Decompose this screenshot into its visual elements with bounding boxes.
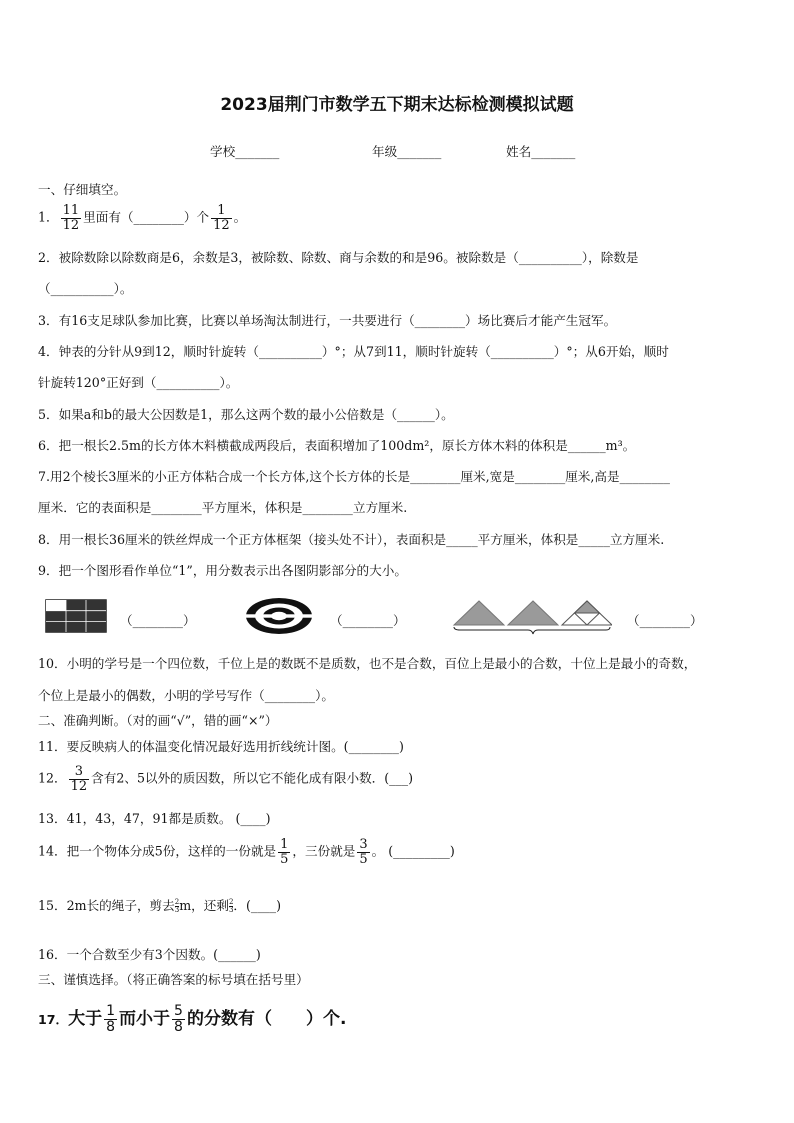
grid-cell-shaded [86, 621, 106, 632]
q15-fraction-a: $\frac{2}{3}$ [174, 898, 180, 914]
question-3: 3．有16支足球队参加比赛，比赛以单场淘汰制进行，一共要进行（________）场比赛后才能产生冠军。 [38, 313, 617, 328]
q1-fraction-a: $\frac{11}{12}$ [62, 203, 80, 233]
question-9: 9．把一个图形看作单位“1”，用分数表示出各图阴影部分的大小。 [38, 563, 407, 578]
question-11: 11．要反映病人的体温变化情况最好选用折线统计图。(________) [38, 739, 404, 754]
grid-cell-shaded [86, 600, 106, 611]
question-16: 16．一个合数至少有3个因数。(______) [38, 947, 261, 962]
q14-fraction-b: $\frac{3}{5}$ [359, 837, 368, 867]
question-12 [38, 765, 413, 793]
q9-blank-1[interactable]: （________） [120, 613, 196, 628]
q9-triangles-figure [452, 598, 612, 636]
school-field[interactable]: 学校_______ [210, 144, 280, 159]
triangle-2 [508, 601, 558, 625]
q1-number: 1． [38, 209, 59, 225]
section-3-heading: 三、谨慎选择。（将正确答案的标号填在括号里） [38, 972, 309, 987]
q1-fraction-b: $\frac{1}{12}$ [213, 203, 230, 233]
q17-number: 17． [38, 1012, 69, 1028]
q9-blank-3[interactable]: （________） [627, 613, 703, 628]
q14-text-a: 14．把一个物体分成5份，这样的一份就是 [38, 843, 277, 859]
q17-fraction-a: $\frac{1}{8}$ [106, 1003, 116, 1035]
q12-fraction: $\frac{3}{12}$ [70, 764, 88, 794]
q9-blank-2[interactable]: （________） [330, 613, 406, 628]
question-7-line-1: 7.用2个棱长3厘米的小正方体粘合成一个长方体,这个长方体的长是________厘米,宽是________厘米,高是________ [38, 469, 670, 484]
question-4-line-2: 针旋转120°正好到（__________）。 [38, 375, 239, 390]
question-6: 6．把一根长2.5m的长方体木料横截成两段后，表面积增加了100dm²，原长方体木料的体积是______m³。 [38, 438, 636, 453]
q15-text-a: 15．2m长的绳子，剪去 [38, 898, 175, 913]
q12-number: 12． [38, 770, 67, 786]
question-15 [38, 898, 281, 914]
question-2-line-1: 2．被除数除以除数商是6，余数是3，被除数、除数、商与余数的和是96。被除数是（__________），除数是 [38, 250, 639, 265]
q1-text: 里面有（________）个 [83, 209, 210, 225]
q15-fraction-b: $\frac{2}{3}$ [228, 898, 234, 914]
q17-text-b: 而小于 [119, 1009, 171, 1030]
question-17 [38, 1004, 346, 1034]
brace [454, 627, 610, 634]
grid-cell-shaded [46, 621, 66, 632]
question-7-line-2: 厘米．它的表面积是________平方厘米，体积是________立方厘米. [38, 500, 408, 515]
triangle-1 [454, 601, 504, 625]
q12-text: 含有2、5以外的质因数，所以它不能化成有限小数．(___) [91, 770, 413, 786]
question-13: 13．41，43，47，91都是质数。 (____) [38, 811, 271, 826]
question-1 [38, 204, 246, 232]
q14-text-b: ，三份就是 [292, 843, 356, 859]
question-2-line-2: （__________）。 [38, 281, 133, 296]
q14-text-c: 。 (_________) [371, 843, 455, 859]
q17-text-c: 的分数有（ ）个. [186, 1009, 347, 1030]
triangle-3-shaded-top [575, 601, 600, 613]
grid-cell-shaded [66, 621, 86, 632]
grade-field[interactable]: 年级_______ [372, 144, 442, 159]
page-title: 2023届荆门市数学五下期末达标检测模拟试题 [220, 95, 574, 115]
grid-cell-shaded [66, 611, 86, 622]
q15-text-c: ．(____) [233, 898, 282, 913]
question-14 [38, 838, 455, 866]
q9-grid-figure [45, 599, 107, 633]
question-10-line-2: 个位上是最小的偶数，小明的学号写作（________）。 [38, 688, 334, 703]
q17-fraction-b: $\frac{5}{8}$ [174, 1003, 183, 1035]
q15-text-b: m，还剩 [179, 898, 229, 913]
name-field[interactable]: 姓名_______ [506, 144, 576, 159]
horizontal-gap [246, 614, 312, 617]
section-1-heading: 一、仔细填空。 [38, 182, 127, 197]
question-4-line-1: 4．钟表的分针从9到12，顺时针旋转（__________）°；从7到11，顺时针旋转（__________）°；从6开始，顺时 [38, 344, 669, 359]
grid-cell-shaded [46, 611, 66, 622]
grid-cell-shaded [66, 600, 86, 611]
q9-target-figure [244, 596, 314, 636]
question-5: 5．如果a和b的最大公因数是1，那么这两个数的最小公倍数是（______）。 [38, 407, 454, 422]
q17-text-a: 大于 [68, 1009, 103, 1030]
question-10-line-1: 10．小明的学号是一个四位数，千位上是的数既不是质数，也不是合数，百位上是最小的合数，十位上是最小的奇数， [38, 656, 697, 671]
section-2-heading: 二、准确判断。（对的画“√”，错的画“×”） [38, 713, 278, 728]
grid-cell-shaded [86, 611, 106, 622]
q1-end: 。 [233, 209, 247, 225]
grid-cell-empty [46, 600, 66, 611]
q14-fraction-a: $\frac{1}{5}$ [280, 837, 289, 867]
question-8: 8．用一根长36厘米的铁丝焊成一个正方体框架（接头处不计），表面积是_____平方厘米，体积是_____立方厘米. [38, 532, 665, 547]
